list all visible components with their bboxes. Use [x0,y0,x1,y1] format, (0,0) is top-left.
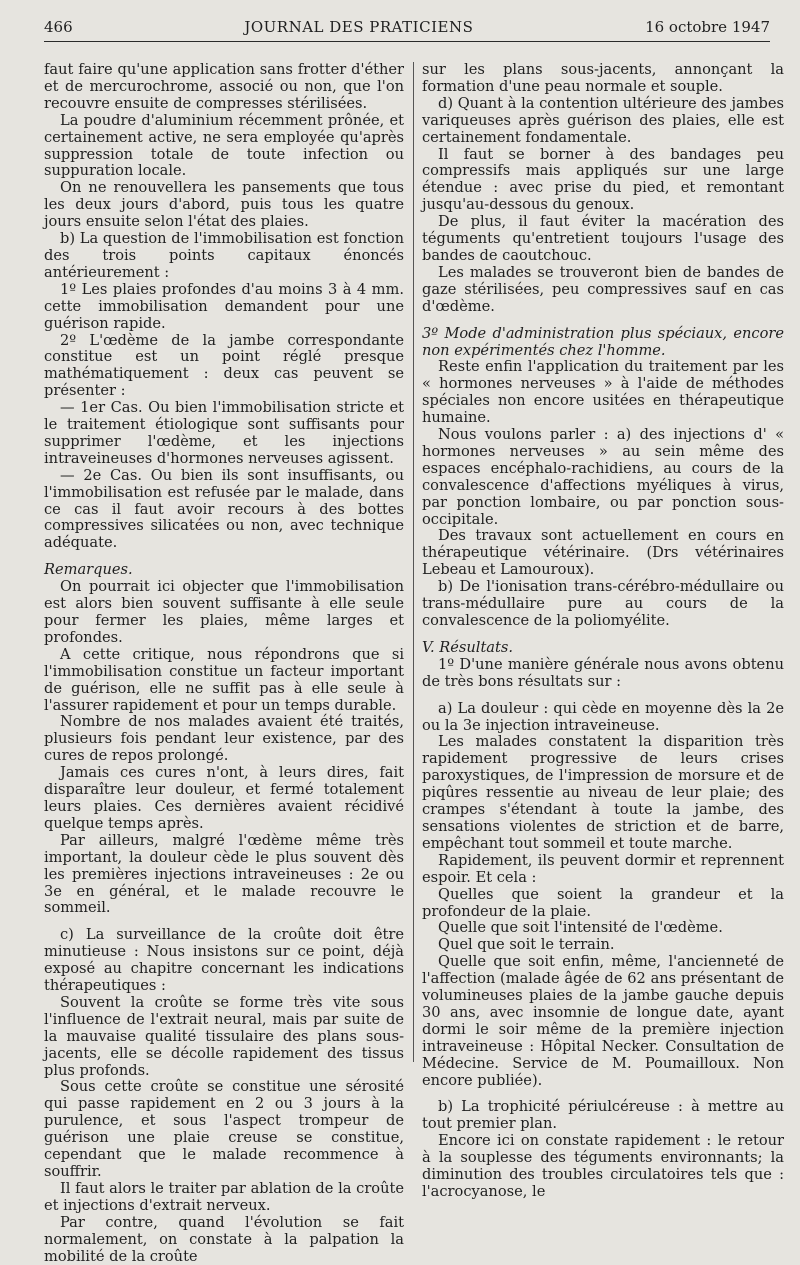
paragraph: Des travaux sont actuellement en cours en thérapeutique vétérinaire. (Drs vétérinaires Lebeau et Lamouroux). [422,527,784,579]
issue-date: 16 octobre 1947 [645,18,770,36]
journal-title: JOURNAL DES PRATICIENS [244,18,474,36]
paragraph: Sous cette croûte se constitue une sérosité qui passe rapidement en 2 ou 3 jours à la purulence, et sous l'aspect trompeur de guérison une plaie creuse se constitue, cependant que le malade recommence à souffrir. [44,1078,404,1180]
paragraph: 1º D'une manière générale nous avons obtenu de très bons résultats sur : [422,655,784,690]
paragraph: Jamais ces cures n'ont, à leurs dires, fait disparaître leur douleur, et fermé totalement leurs plaies. Ces dernières avaient récidivé quelque temps après. [44,764,404,832]
paragraph: Par contre, quand l'évolution se fait normalement, on constate à la palpation la mobilité de la croûte [44,1213,404,1265]
paragraph: 2º L'œdème de la jambe correspondante constitue est un point réglé presque mathématiquement : deux cas peuvent se présenter : [44,331,404,400]
section-heading: 3º Mode d'administration plus spéciaux, encore non expérimentés chez l'homme. [422,324,784,359]
paragraph: b) La trophicité périulcéreuse : à mettre au tout premier plan. [422,1098,784,1133]
paragraph: Quelles que soient la grandeur et la profondeur de la plaie. [422,885,784,920]
paragraph: Quelle que soit l'intensité de l'œdème. [438,919,723,937]
section-heading: V. Résultats. [422,638,514,656]
paragraph: — 2e Cas. Ou bien ils sont insuffisants, ou l'immobilisation est refusée par le malade, dans ce cas il faut avoir recours à des bottes compressives silicatées ou non, avec technique adéquate. [44,466,404,552]
paragraph: On ne renouvellera les pansements que tous les deux jours d'abord, puis tous les quatre jours ensuite selon l'état des plaies. [44,179,404,231]
paragraph: Reste enfin l'application du traitement par les « hormones nerveuses » à l'aide de méthodes spéciales non encore usitées en thérapeutique humaine. [422,358,784,427]
column-divider [413,62,414,1062]
paragraph: Rapidement, ils peuvent dormir et reprennent espoir. Et cela : [422,851,784,886]
paragraph: — 1er Cas. Ou bien l'immobilisation stricte et le traitement étiologique sont suffisants pour supprimer l'œdème, et les injections intraveineuses d'hormones nerveuses agissent. [44,399,404,467]
paragraph: Souvent la croûte se forme très vite sous l'influence de l'extrait neural, mais par suite de la mauvaise qualité tissulaire des plans sous-jacents, elle se décolle rapidement des tissus plus profonds. [44,993,404,1079]
paragraph: Les malades se trouveront bien de bandes de gaze stérilisées, peu compressives sauf en cas d'œdème. [422,263,784,315]
right-column [422,62,784,1201]
paragraph: Il faut se borner à des bandages peu compressifs mais appliqués sur une large étendue : avec prise du pied, et remontant jusqu'au-dessous du genoux. [422,145,784,214]
paragraph: a) La douleur : qui cède en moyenne dès la 2e ou la 3e injection intraveineuse. [422,699,784,734]
paragraph: c) La surveillance de la croûte doit être minutieuse : Nous insistons sur ce point, déjà exposé au chapitre concernant les indications thérapeutiques : [44,926,404,995]
paragraph: d) Quant à la contention ultérieure des jambes variqueuses après guérison des plaies, elle est certainement fondamentale. [422,94,784,146]
paragraph: sur les plans sous-jacents, annonçant la formation d'une peau normale et souple. [422,61,784,95]
page-header [44,18,770,40]
paragraph: 1º Les plaies profondes d'au moins 3 à 4 mm. cette immobilisation demandent pour une guérison rapide. [44,280,404,332]
paragraph: Nombre de nos malades avaient été traités, plusieurs fois pendant leur existence, par des cures de repos prolongé. [44,713,404,765]
paragraph: Quelle que soit enfin, même, l'ancienneté de l'affection (malade âgée de 62 ans présentant de volumineuses plaies de la jambe gauche depuis 30 ans, avec insomnie de longue date, ayant dormi le soir même de la première injection intraveineuse : Hôpital Necker. Consultation de Médecine. Service de M. Poumailloux. Non encore publiée). [422,953,784,1089]
left-column [44,62,404,1265]
paragraph: Encore ici on constate rapidement : le retour à la souplesse des téguments environnants; la diminution des troubles circulatoires tels que : l'acrocyanose, le [422,1132,784,1200]
paragraph: De plus, il faut éviter la macération des téguments qu'entretient toujours l'usage des bandes de caoutchouc. [422,213,784,264]
page-number: 466 [44,18,73,36]
paragraph: Par ailleurs, malgré l'œdème même très important, la douleur cède le plus souvent dès les premières injections intraveineuses : 2e ou 3e en général, et le malade recouvre le sommeil. [44,831,404,917]
header-rule [44,41,770,42]
paragraph: Quel que soit le terrain. [438,936,615,954]
paragraph: A cette critique, nous répondrons que si l'immobilisation constitue un facteur important de guérison, elle ne suffit pas à elle seule à l'assurer rapidement et pour un temps durable. [44,645,404,714]
paragraph: Nous voulons parler : a) des injections d' « hormones nerveuses » au sein même des espaces encéphalo-rachidiens, au cours de la convalescence d'affections myéliques à virus, par ponction lombaire, ou par ponction sous-occipitale. [422,426,784,528]
paragraph: b) De l'ionisation trans-cérébro-médullaire ou trans-médullaire pure au cours de la convalescence de la poliomyélite. [422,578,784,629]
paragraph: faut faire qu'une application sans frotter d'éther et de mercurochrome, associé ou non, que l'on recouvre ensuite de compresses stérilisées. [44,61,404,112]
paragraph: On pourrait ici objecter que l'immobilisation est alors bien souvent suffisante à elle seule pour fermer les plaies, même larges et profondes. [44,578,404,646]
paragraph: Les malades constatent la disparition très rapidement progressive de leurs crises paroxystiques, de l'impression de morsure et de piqûres ressentie au niveau de leur plaie; des crampes s'étendant à toute la jambe, des sensations violentes de striction et de barre, empêchant tout sommeil et toute marche. [422,733,784,852]
section-heading: Remarques. [44,561,133,579]
paragraph: La poudre d'aluminium récemment prônée, et certainement active, ne sera employée qu'après suppression totale de toute infection ou suppuration locale. [44,111,404,180]
paragraph: Il faut alors le traiter par ablation de la croûte et injections d'extrait nerveux. [44,1179,404,1214]
paragraph: b) La question de l'immobilisation est fonction des trois points capitaux énoncés antérieurement : [44,230,404,281]
